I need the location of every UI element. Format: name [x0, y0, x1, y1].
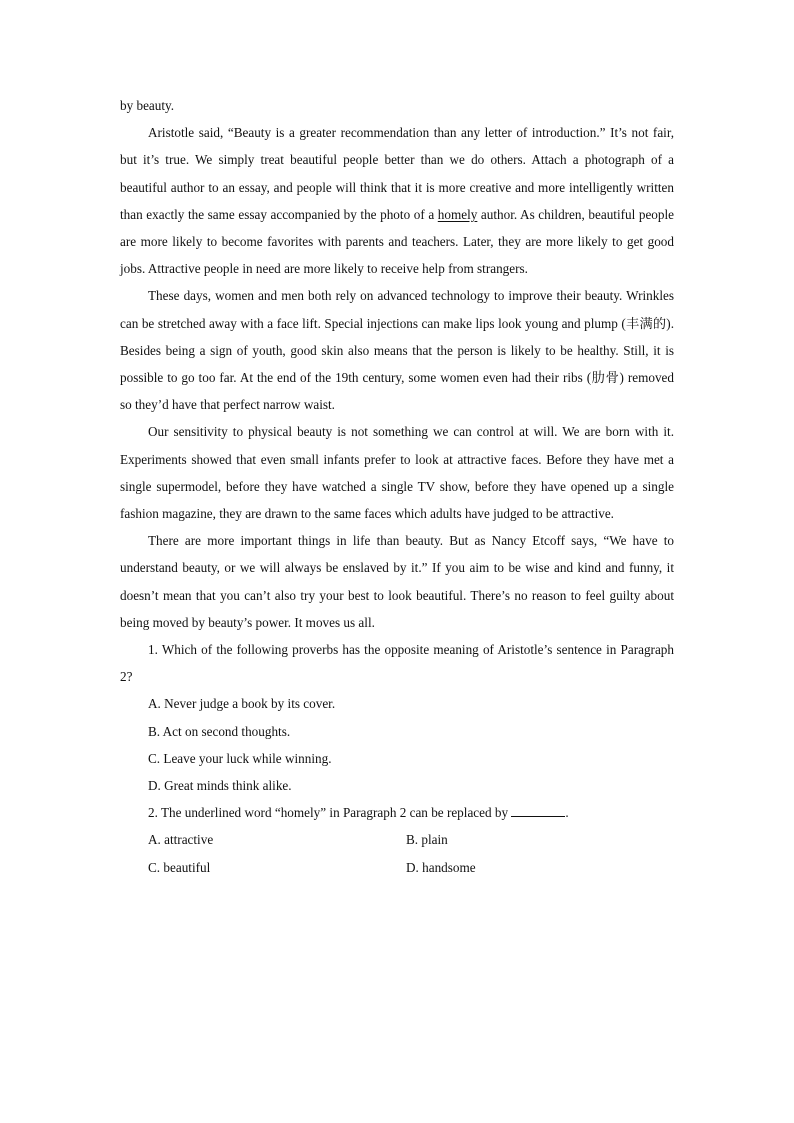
paragraph-text: author. As children, beautiful people are more likely to become favorites with parents and teachers. Later, they are more likely to get good jobs. Attractive people in need are more likely to receive help from strangers.	[120, 206, 675, 277]
question-2-options-row-1	[120, 826, 674, 853]
passage-paragraph-4	[120, 418, 674, 527]
question-1-option-a	[120, 690, 674, 717]
question-2-option-d: D. handsome	[406, 859, 476, 875]
option-text: B. Act on second thoughts.	[148, 723, 291, 739]
option-text: D. Great minds think alike.	[148, 778, 292, 794]
passage-paragraph-3	[120, 282, 674, 418]
question-2-option-b: B. plain	[406, 832, 448, 848]
paragraph-text: These days, women and men both rely on advanced technology to improve their beauty. Wrinkles can be stretched away with a face lift. Special injections can make lips look young and plump (丰满的). Besides being a sign of youth, good skin also means that the person is likely to be healthy. Still, it is possible to go too far. At the end of the 19th century, some women even had their ribs (肋骨) removed so they’d have that perfect narrow waist.	[120, 288, 674, 413]
question-text-end: .	[565, 805, 569, 821]
document-page	[120, 92, 674, 881]
question-1-stem	[120, 636, 674, 690]
question-2-stem	[120, 799, 674, 826]
passage-paragraph-continued	[120, 92, 674, 119]
question-1-option-c	[120, 745, 674, 772]
question-1-option-d	[120, 772, 674, 799]
question-2-options-row-2	[120, 854, 674, 881]
question-1-option-b	[120, 718, 674, 745]
question-2-option-c: C. beautiful	[148, 859, 211, 875]
question-2-option-a: A. attractive	[148, 832, 214, 848]
option-text: A. Never judge a book by its cover.	[148, 696, 336, 712]
question-text: 2. The underlined word “homely” in Paragraph 2 can be replaced by	[148, 805, 512, 821]
passage-paragraph-5	[120, 527, 674, 636]
paragraph-text: Our sensitivity to physical beauty is not something we can control at will. We are born with it. Experiments showed that even small infants prefer to look at attractive faces. Before they have met a single supermodel, before they have watched a single TV show, before they have opened up a single fashion magazine, they are drawn to the same faces which adults have judged to be attractive.	[120, 424, 674, 522]
question-text: 1. Which of the following proverbs has the opposite meaning of Aristotle’s sentence in Paragraph 2?	[120, 642, 674, 685]
paragraph-text: by beauty.	[120, 98, 175, 113]
answer-blank	[511, 802, 565, 817]
underlined-word: homely	[437, 206, 478, 222]
passage-paragraph-2	[120, 119, 674, 282]
option-text: C. Leave your luck while winning.	[148, 750, 332, 766]
paragraph-text: There are more important things in life than beauty. But as Nancy Etcoff says, “We have to understand beauty, or we will always be enslaved by it.” If you aim to be wise and kind and funny, it doesn’t mean that you can’t also try your best to look beautiful. There’s no reason to feel guilty about being moved by beauty’s power. It moves us all.	[120, 533, 674, 630]
paragraph-text: Aristotle said, “Beauty is a greater recommendation than any letter of introduction.” It’s not fair, but it’s true. We simply treat beautiful people better than we do others. Attach a photograph of a beautiful author to an essay, and people will think that it is more creative and more intelligently written than exactly the same essay accompanied by the photo of a	[120, 125, 674, 222]
